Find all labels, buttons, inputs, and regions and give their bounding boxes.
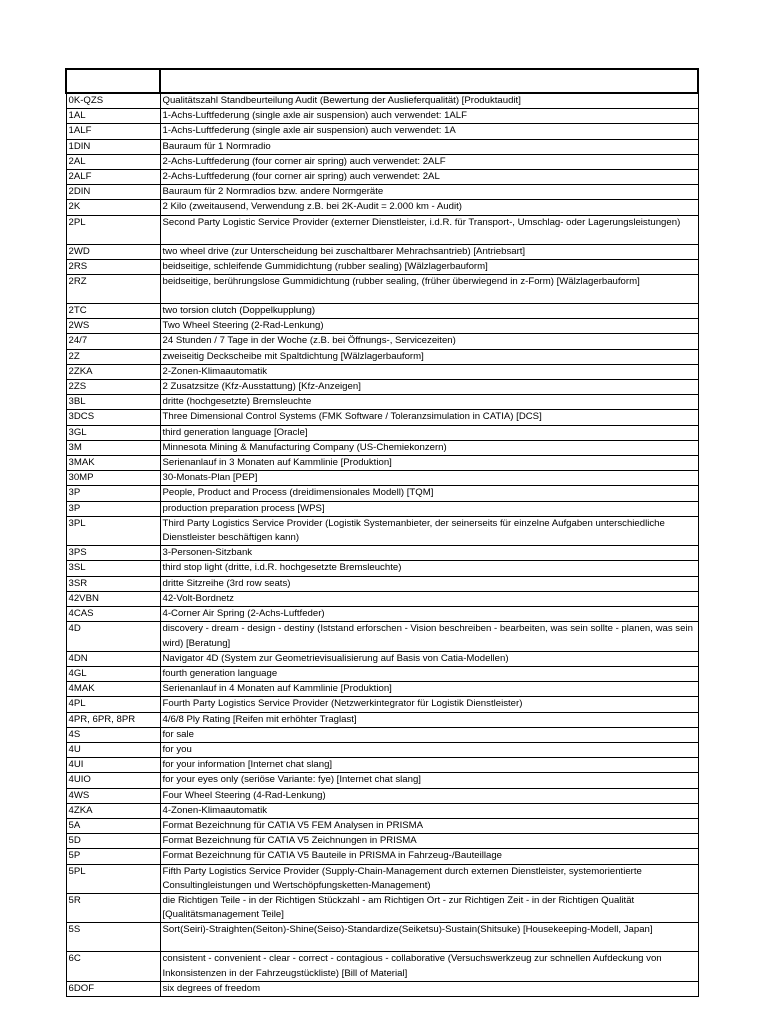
- abbreviation-cell: 5P: [66, 849, 160, 864]
- description-cell: Bauraum für 1 Normradio: [160, 139, 698, 154]
- abbreviation-cell: 3BL: [66, 395, 160, 410]
- table-row: [66, 516, 698, 545]
- abbreviation-cell: 4PL: [66, 697, 160, 712]
- abbreviation-cell: 2WS: [66, 319, 160, 334]
- description-cell: Format Bezeichnung für CATIA V5 Zeichnungen in PRISMA: [160, 834, 698, 849]
- abbreviation-cell: 2WD: [66, 244, 160, 259]
- description-cell: 4-Zonen-Klimaautomatik: [160, 803, 698, 818]
- description-cell: Four Wheel Steering (4-Rad-Lenkung): [160, 788, 698, 803]
- abbreviation-cell: 1DIN: [66, 139, 160, 154]
- table-row: [66, 561, 698, 576]
- description-cell: two wheel drive (zur Unterscheidung bei zuschaltbarer Mehrachsantrieb) [Antriebsart]: [160, 244, 698, 259]
- abbreviation-cell: 2PL: [66, 215, 160, 244]
- abbreviation-cell: 3SL: [66, 561, 160, 576]
- abbreviation-cell: 6DOF: [66, 981, 160, 996]
- table-row: [66, 471, 698, 486]
- description-cell: 2-Achs-Luftfederung (four corner air spring) auch verwendet: 2ALF: [160, 154, 698, 169]
- table-row: [66, 275, 698, 304]
- glossary-table: [65, 68, 699, 997]
- description-cell: 4-Corner Air Spring (2-Achs-Luftfeder): [160, 607, 698, 622]
- table-row: [66, 501, 698, 516]
- abbreviation-cell: 4ZKA: [66, 803, 160, 818]
- table-row: [66, 215, 698, 244]
- abbreviation-cell: 5PL: [66, 864, 160, 893]
- description-cell: zweiseitig Deckscheibe mit Spaltdichtung [Wälzlagerbauform]: [160, 349, 698, 364]
- table-row: [66, 304, 698, 319]
- abbreviation-cell: 2Z: [66, 349, 160, 364]
- description-cell: 2 Zusatzsitze (Kfz-Ausstattung) [Kfz-Anzeigen]: [160, 380, 698, 395]
- abbreviation-cell: 2ALF: [66, 170, 160, 185]
- abbreviation-cell: 3M: [66, 440, 160, 455]
- table-row: [66, 425, 698, 440]
- table-row: [66, 773, 698, 788]
- table-row: [66, 154, 698, 169]
- abbreviation-cell: 2ZS: [66, 380, 160, 395]
- abbreviation-cell: 1ALF: [66, 124, 160, 139]
- table-row: [66, 607, 698, 622]
- abbreviation-cell: 5A: [66, 818, 160, 833]
- description-cell: 3-Personen-Sitzbank: [160, 546, 698, 561]
- abbreviation-cell: 2AL: [66, 154, 160, 169]
- table-row: [66, 952, 698, 981]
- table-row: [66, 712, 698, 727]
- table-row: [66, 727, 698, 742]
- description-cell: for sale: [160, 727, 698, 742]
- table-row: [66, 185, 698, 200]
- table-row: [66, 682, 698, 697]
- table-row: [66, 124, 698, 139]
- description-cell: for your information [Internet chat slang]: [160, 758, 698, 773]
- description-cell: 30-Monats-Plan [PEP]: [160, 471, 698, 486]
- description-cell: two torsion clutch (Doppelkupplung): [160, 304, 698, 319]
- description-cell: Sort(Seiri)-Straighten(Seiton)-Shine(Seiso)-Standardize(Seiketsu)-Sustain(Shitsuke) [Housekeeping-Modell, Japan]: [160, 923, 698, 952]
- description-cell: Bauraum für 2 Normradios bzw. andere Normgeräte: [160, 185, 698, 200]
- table-row: [66, 380, 698, 395]
- description-cell: third generation language [Oracle]: [160, 425, 698, 440]
- abbreviation-cell: 2ZKA: [66, 364, 160, 379]
- description-cell: for your eyes only (seriöse Variante: fye) [Internet chat slang]: [160, 773, 698, 788]
- header-cell-abbreviation: [66, 69, 160, 93]
- table-header-row: [66, 69, 698, 93]
- abbreviation-cell: 5S: [66, 923, 160, 952]
- table-row: [66, 923, 698, 952]
- description-cell: fourth generation language: [160, 666, 698, 681]
- abbreviation-cell: 30MP: [66, 471, 160, 486]
- abbreviation-cell: 4MAK: [66, 682, 160, 697]
- abbreviation-cell: 4S: [66, 727, 160, 742]
- abbreviation-cell: 2RS: [66, 259, 160, 274]
- description-cell: discovery - dream - design - destiny (Iststand erforschen - Vision beschreiben - bearbeiten, was sein sollte - planen, was sein wird) [Beratung]: [160, 622, 698, 651]
- table-row: [66, 981, 698, 996]
- table-row: [66, 697, 698, 712]
- description-cell: People, Product and Process (dreidimensionales Modell) [TQM]: [160, 486, 698, 501]
- abbreviation-cell: 3SR: [66, 576, 160, 591]
- abbreviation-cell: 3MAK: [66, 456, 160, 471]
- abbreviation-cell: 3DCS: [66, 410, 160, 425]
- table-row: [66, 576, 698, 591]
- table-row: [66, 666, 698, 681]
- description-cell: die Richtigen Teile - in der Richtigen Stückzahl - am Richtigen Ort - zur Richtigen Zeit - in der Richtigen Qualität [Qualitätsmanagement Teile]: [160, 893, 698, 922]
- table-row: [66, 591, 698, 606]
- abbreviation-cell: 3GL: [66, 425, 160, 440]
- table-row: [66, 818, 698, 833]
- table-row: [66, 139, 698, 154]
- description-cell: third stop light (dritte, i.d.R. hochgesetzte Bremsleuchte): [160, 561, 698, 576]
- table-row: [66, 244, 698, 259]
- table-row: [66, 758, 698, 773]
- description-cell: consistent - convenient - clear - correct - contagious - collaborative (Versuchswerkzeug zur schnellen Aufdeckung von Inkonsistenzen in der Fahrzeugstückliste) [Bill of Material]: [160, 952, 698, 981]
- description-cell: Second Party Logistic Service Provider (externer Dienstleister, i.d.R. für Transport-, Umschlag- oder Lagerungsleistungen): [160, 215, 698, 244]
- table-row: [66, 349, 698, 364]
- table-row: [66, 334, 698, 349]
- table-row: [66, 259, 698, 274]
- description-cell: production preparation process [WPS]: [160, 501, 698, 516]
- description-cell: 1-Achs-Luftfederung (single axle air suspension) auch verwendet: 1A: [160, 124, 698, 139]
- description-cell: six degrees of freedom: [160, 981, 698, 996]
- description-cell: Serienanlauf in 3 Monaten auf Kammlinie [Produktion]: [160, 456, 698, 471]
- description-cell: Navigator 4D (System zur Geometrievisualisierung auf Basis von Catia-Modellen): [160, 651, 698, 666]
- description-cell: Qualitätszahl Standbeurteilung Audit (Bewertung der Auslieferqualität) [Produktaudit]: [160, 93, 698, 109]
- description-cell: dritte (hochgesetzte) Bremsleuchte: [160, 395, 698, 410]
- abbreviation-cell: 4WS: [66, 788, 160, 803]
- description-cell: 1-Achs-Luftfederung (single axle air suspension) auch verwendet: 1ALF: [160, 109, 698, 124]
- abbreviation-cell: 2TC: [66, 304, 160, 319]
- header-cell-description: [160, 69, 698, 93]
- abbreviation-cell: 4D: [66, 622, 160, 651]
- abbreviation-cell: 3PL: [66, 516, 160, 545]
- table-row: [66, 319, 698, 334]
- abbreviation-cell: 4GL: [66, 666, 160, 681]
- table-row: [66, 651, 698, 666]
- table-row: [66, 109, 698, 124]
- table-row: [66, 546, 698, 561]
- abbreviation-cell: 6C: [66, 952, 160, 981]
- description-cell: beidseitige, schleifende Gummidichtung (rubber sealing) [Wälzlagerbauform]: [160, 259, 698, 274]
- table-row: [66, 440, 698, 455]
- description-cell: 2-Zonen-Klimaautomatik: [160, 364, 698, 379]
- abbreviation-cell: 2RZ: [66, 275, 160, 304]
- description-cell: 42-Volt-Bordnetz: [160, 591, 698, 606]
- table-row: [66, 395, 698, 410]
- description-cell: Format Bezeichnung für CATIA V5 Bauteile in PRISMA in Fahrzeug-/Bauteillage: [160, 849, 698, 864]
- description-cell: Serienanlauf in 4 Monaten auf Kammlinie [Produktion]: [160, 682, 698, 697]
- table-row: [66, 622, 698, 651]
- abbreviation-cell: 4PR, 6PR, 8PR: [66, 712, 160, 727]
- description-cell: Minnesota Mining & Manufacturing Company (US-Chemiekonzern): [160, 440, 698, 455]
- table-row: [66, 788, 698, 803]
- description-cell: Three Dimensional Control Systems (FMK Software / Toleranzsimulation in CATIA) [DCS]: [160, 410, 698, 425]
- description-cell: 2-Achs-Luftfederung (four corner air spring) auch verwendet: 2AL: [160, 170, 698, 185]
- table-row: [66, 864, 698, 893]
- description-cell: 2 Kilo (zweitausend, Verwendung z.B. bei 2K-Audit = 2.000 km - Audit): [160, 200, 698, 215]
- table-row: [66, 893, 698, 922]
- description-cell: Fifth Party Logistics Service Provider (Supply-Chain-Management durch externen Dienstleister, systemorientierte Consultingleistungen und Wertschöpfungsketten-Management): [160, 864, 698, 893]
- abbreviation-cell: 24/7: [66, 334, 160, 349]
- abbreviation-cell: 5D: [66, 834, 160, 849]
- abbreviation-cell: 4CAS: [66, 607, 160, 622]
- table-row: [66, 486, 698, 501]
- abbreviation-cell: 4UI: [66, 758, 160, 773]
- abbreviation-cell: 4DN: [66, 651, 160, 666]
- table-row: [66, 93, 698, 109]
- abbreviation-cell: 2DIN: [66, 185, 160, 200]
- table-row: [66, 170, 698, 185]
- abbreviation-table: [65, 68, 697, 997]
- table-row: [66, 834, 698, 849]
- abbreviation-cell: 3PS: [66, 546, 160, 561]
- table-row: [66, 200, 698, 215]
- description-cell: Third Party Logistics Service Provider (Logistik Systemanbieter, der seinerseits für einzelne Aufgaben unterschiedliche Dienstleister beschäftigen kann): [160, 516, 698, 545]
- abbreviation-cell: 2K: [66, 200, 160, 215]
- table-row: [66, 742, 698, 757]
- description-cell: Format Bezeichnung für CATIA V5 FEM Analysen in PRISMA: [160, 818, 698, 833]
- table-row: [66, 410, 698, 425]
- description-cell: Two Wheel Steering (2-Rad-Lenkung): [160, 319, 698, 334]
- abbreviation-cell: 1AL: [66, 109, 160, 124]
- description-cell: Fourth Party Logistics Service Provider (Netzwerkintegrator für Logistik Dienstleister): [160, 697, 698, 712]
- abbreviation-cell: 5R: [66, 893, 160, 922]
- abbreviation-cell: 0K-QZS: [66, 93, 160, 109]
- abbreviation-cell: 3P: [66, 501, 160, 516]
- table-row: [66, 364, 698, 379]
- description-cell: 24 Stunden / 7 Tage in der Woche (z.B. bei Öffnungs-, Servicezeiten): [160, 334, 698, 349]
- description-cell: dritte Sitzreihe (3rd row seats): [160, 576, 698, 591]
- table-row: [66, 849, 698, 864]
- table-row: [66, 803, 698, 818]
- abbreviation-cell: 4U: [66, 742, 160, 757]
- description-cell: beidseitige, berührungslose Gummidichtung (rubber sealing, (früher überwiegend in z-Form) [Wälzlagerbauform]: [160, 275, 698, 304]
- abbreviation-cell: 4UIO: [66, 773, 160, 788]
- description-cell: for you: [160, 742, 698, 757]
- description-cell: 4/6/8 Ply Rating [Reifen mit erhöhter Traglast]: [160, 712, 698, 727]
- abbreviation-cell: 42VBN: [66, 591, 160, 606]
- table-row: [66, 456, 698, 471]
- abbreviation-cell: 3P: [66, 486, 160, 501]
